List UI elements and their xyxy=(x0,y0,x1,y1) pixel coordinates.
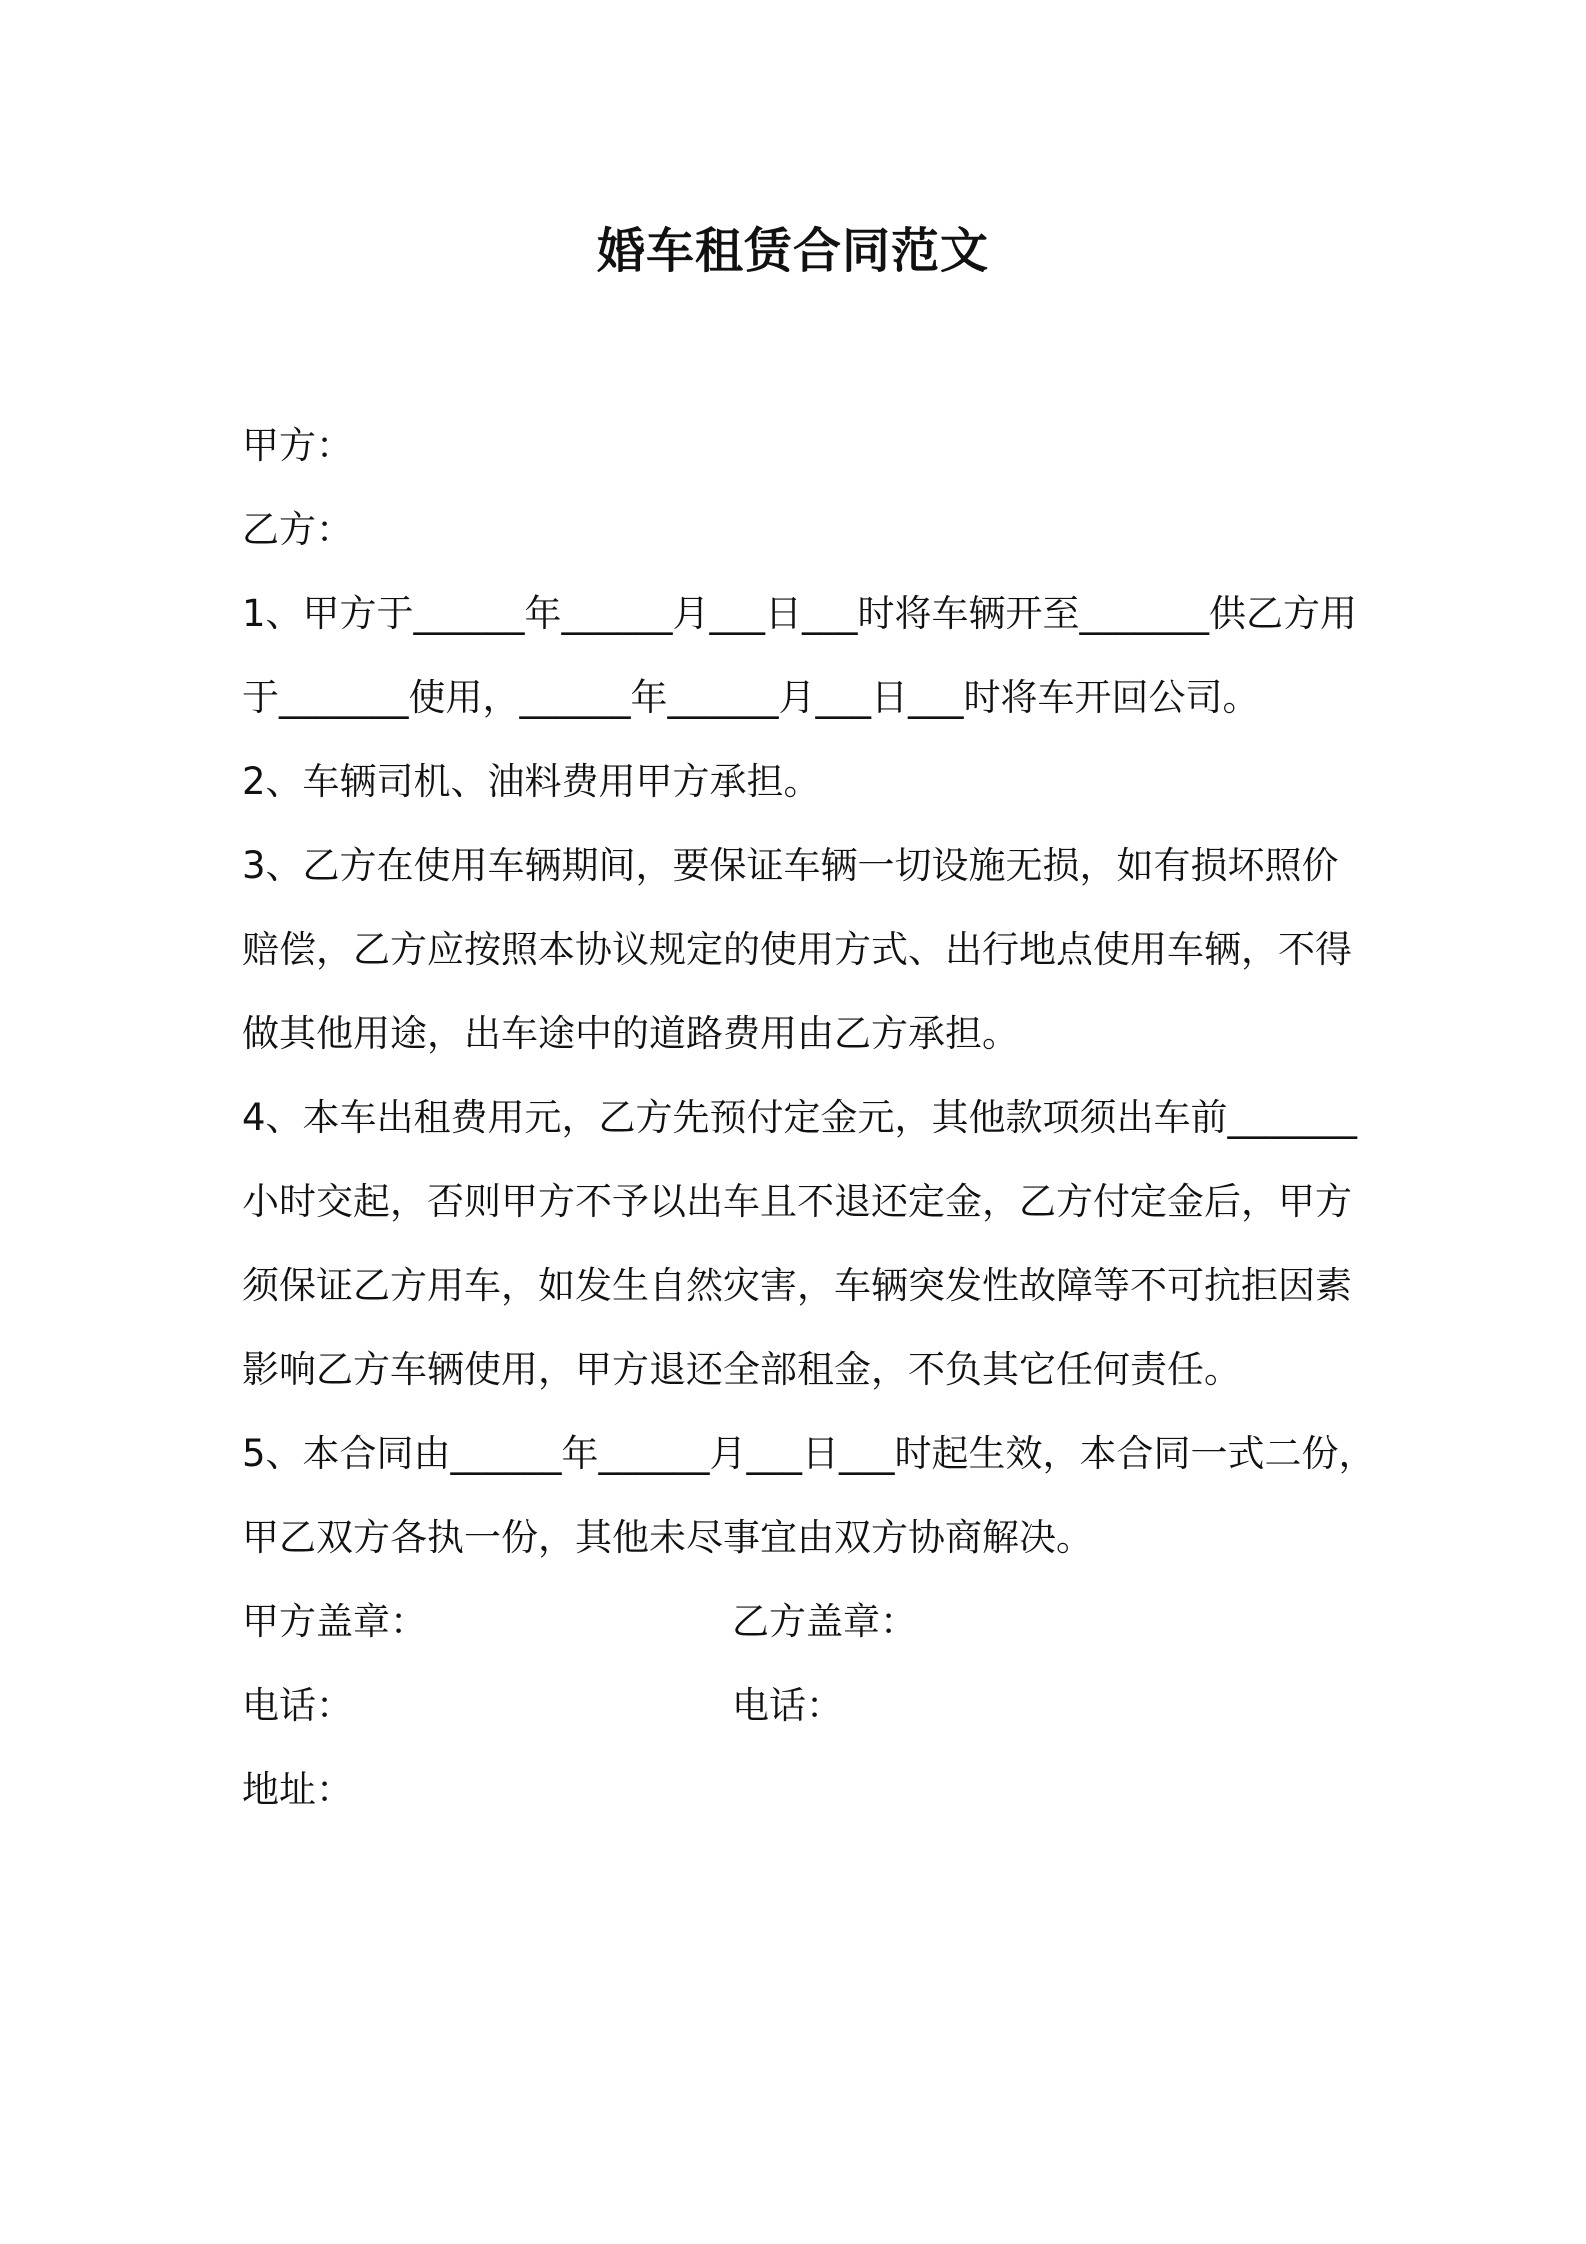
clause-line: 须保证乙方用车，如发生自然灾害，车辆突发性故障等不可抗拒因素 xyxy=(242,1264,1352,1307)
clause-line: 甲乙双方各执一份，其他未尽事宜由双方协商解决。 xyxy=(242,1516,1093,1559)
phone-row xyxy=(242,1664,1382,1748)
clause-line: 2、车辆司机、油料费用甲方承担。 xyxy=(242,760,821,803)
party-b-phone-label: 电话： xyxy=(732,1684,843,1727)
clause-line: 赔偿，乙方应按照本协议规定的使用方式、出行地点使用车辆，不得 xyxy=(242,928,1352,971)
party-a-label: 甲方： xyxy=(242,424,353,467)
clause-line: 影响乙方车辆使用，甲方退还全部租金，不负其它任何责任。 xyxy=(242,1348,1241,1391)
clause-line: 做其他用途，出车途中的道路费用由乙方承担。 xyxy=(242,1012,1019,1055)
party-b-label: 乙方： xyxy=(242,508,353,551)
clause-line: 3、乙方在使用车辆期间，要保证车辆一切设施无损，如有损坏照价 xyxy=(242,844,1339,887)
clause-line: 于_______使用，______年______月___日___时将车开回公司。 xyxy=(242,676,1260,719)
seal-row xyxy=(242,1580,1382,1664)
document-body xyxy=(242,404,1382,1832)
clause-line: 小时交起，否则甲方不予以出车且不退还定金，乙方付定金后，甲方 xyxy=(242,1180,1352,1223)
party-a-seal-label: 甲方盖章： xyxy=(242,1600,427,1643)
clause-line: 5、本合同由______年______月___日___时起生效，本合同一式二份， xyxy=(242,1432,1376,1475)
party-a-phone-label: 电话： xyxy=(242,1684,353,1727)
clause-line: 4、本车出租费用元，乙方先预付定金元，其他款项须出车前_______ xyxy=(242,1096,1358,1139)
party-a-address-label: 地址： xyxy=(242,1768,353,1811)
address-row xyxy=(242,1748,1382,1832)
clause-line: 1、甲方于______年______月___日___时将车辆开至_______供乙方用 xyxy=(242,592,1358,635)
party-b-seal-label: 乙方盖章： xyxy=(732,1600,917,1643)
document-title: 婚车租赁合同范文 xyxy=(596,223,989,279)
